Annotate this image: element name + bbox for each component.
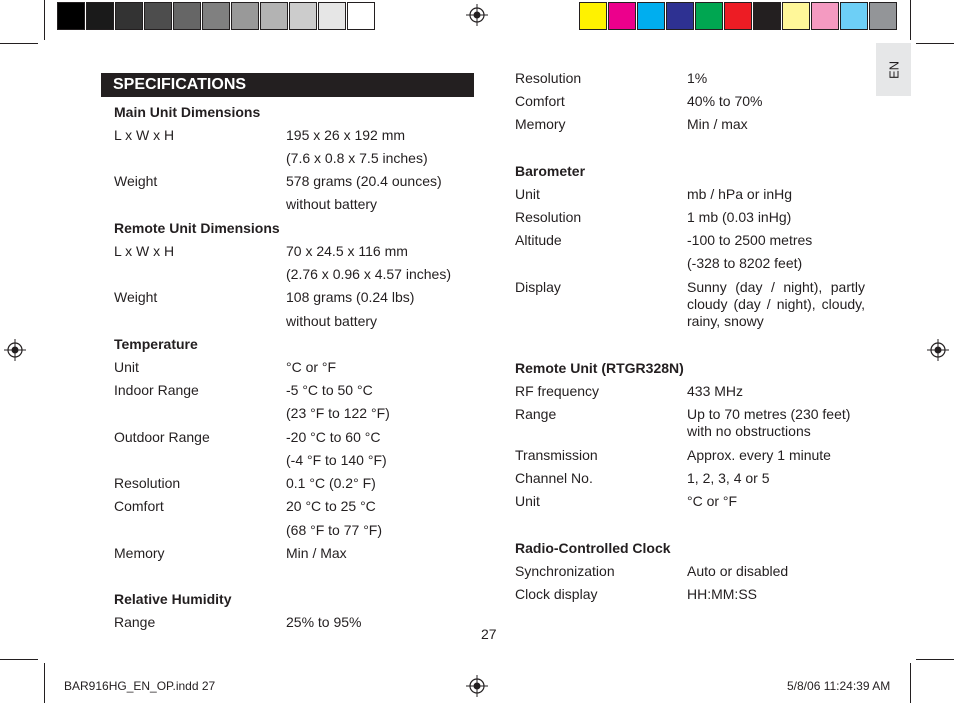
footer-filename: BAR916HG_EN_OP.indd 27 bbox=[64, 679, 216, 693]
spec-value: 108 grams (0.24 lbs) bbox=[286, 289, 415, 305]
spec-value: (7.6 x 0.8 x 7.5 inches) bbox=[286, 150, 428, 166]
gray-swatch bbox=[57, 2, 85, 30]
spec-label: L x W x H bbox=[114, 243, 175, 259]
spec-value: 20 °C to 25 °C bbox=[286, 498, 376, 514]
spec-label: Altitude bbox=[515, 232, 562, 248]
spec-value: -100 to 2500 metres bbox=[687, 232, 813, 248]
crop-mark bbox=[910, 663, 911, 703]
spec-value: (23 °F to 122 °F) bbox=[286, 405, 390, 421]
language-tab bbox=[876, 43, 911, 96]
spec-value: -20 °C to 60 °C bbox=[286, 429, 381, 445]
registration-mark-icon bbox=[466, 675, 488, 697]
spec-value: 70 x 24.5 x 116 mm bbox=[286, 243, 408, 259]
main-unit-title: Main Unit Dimensions bbox=[114, 104, 261, 120]
color-swatch bbox=[608, 2, 636, 30]
spec-value: Auto or disabled bbox=[687, 563, 789, 579]
barometer-title: Barometer bbox=[515, 163, 586, 179]
spec-value: 1, 2, 3, 4 or 5 bbox=[687, 470, 770, 486]
spec-label: Unit bbox=[515, 493, 540, 509]
spec-value: °C or °F bbox=[286, 359, 337, 375]
spec-value: Min / Max bbox=[286, 545, 347, 561]
spec-value: 0.1 °C (0.2° F) bbox=[286, 475, 376, 491]
registration-mark-icon bbox=[4, 339, 26, 361]
crop-mark bbox=[916, 659, 954, 660]
spec-value: without battery bbox=[286, 313, 378, 329]
spec-label: Transmission bbox=[515, 447, 598, 463]
gray-swatch bbox=[231, 2, 259, 30]
language-tab-label: EN bbox=[886, 60, 901, 79]
color-swatch bbox=[724, 2, 752, 30]
spec-value: Min / max bbox=[687, 116, 748, 132]
spec-value: (68 °F to 77 °F) bbox=[286, 522, 383, 538]
spec-label: Resolution bbox=[515, 209, 582, 225]
spec-value: 1% bbox=[687, 70, 708, 86]
spec-label: Weight bbox=[114, 289, 158, 305]
color-swatch bbox=[869, 2, 897, 30]
registration-mark-icon bbox=[466, 4, 488, 26]
spec-label: Comfort bbox=[114, 498, 164, 514]
spec-value: (2.76 x 0.96 x 4.57 inches) bbox=[286, 266, 451, 282]
section-heading: SPECIFICATIONS bbox=[101, 73, 474, 97]
spec-label: Indoor Range bbox=[114, 382, 199, 398]
crop-mark bbox=[44, 0, 45, 40]
spec-label: Range bbox=[114, 614, 156, 630]
spec-value: Sunny (day / night), partly cloudy (day / night), cloudy, rainy, snowy bbox=[687, 279, 865, 329]
spec-label: Channel No. bbox=[515, 470, 593, 486]
spec-label: Range bbox=[515, 406, 557, 422]
spec-label: Display bbox=[515, 279, 561, 295]
spec-value: 1 mb (0.03 inHg) bbox=[687, 209, 792, 225]
page-number: 27 bbox=[481, 626, 497, 642]
color-swatch bbox=[811, 2, 839, 30]
gray-swatch bbox=[86, 2, 114, 30]
color-swatch bbox=[579, 2, 607, 30]
gray-swatch bbox=[202, 2, 230, 30]
spec-value: Up to 70 metres (230 feet) with no obstructions bbox=[687, 406, 851, 439]
color-swatch bbox=[753, 2, 781, 30]
gray-swatch bbox=[318, 2, 346, 30]
spec-label: Synchronization bbox=[515, 563, 615, 579]
spec-value: 25% to 95% bbox=[286, 614, 362, 630]
relative-humidity-title: Relative Humidity bbox=[114, 591, 232, 607]
spec-label: Weight bbox=[114, 173, 158, 189]
radio-clock-title: Radio-Controlled Clock bbox=[515, 540, 671, 556]
spec-label: Comfort bbox=[515, 93, 565, 109]
spec-label: L x W x H bbox=[114, 127, 175, 143]
gray-swatch bbox=[289, 2, 317, 30]
spec-value: mb / hPa or inHg bbox=[687, 186, 793, 202]
gray-swatch bbox=[347, 2, 375, 30]
spec-value: 433 MHz bbox=[687, 383, 744, 399]
spec-label: Unit bbox=[114, 359, 139, 375]
color-swatch bbox=[666, 2, 694, 30]
spec-value: (-4 °F to 140 °F) bbox=[286, 452, 387, 468]
spec-value: °C or °F bbox=[687, 493, 738, 509]
crop-mark bbox=[0, 43, 38, 44]
gray-swatch bbox=[173, 2, 201, 30]
crop-mark bbox=[44, 663, 45, 703]
spec-label: Outdoor Range bbox=[114, 429, 210, 445]
gray-swatch bbox=[144, 2, 172, 30]
crop-mark bbox=[910, 0, 911, 40]
color-swatch bbox=[637, 2, 665, 30]
registration-mark-icon bbox=[927, 339, 949, 361]
remote-unit-dimensions-title: Remote Unit Dimensions bbox=[114, 220, 280, 236]
gray-swatch bbox=[115, 2, 143, 30]
spec-value: 195 x 26 x 192 mm bbox=[286, 127, 406, 143]
spec-value: 578 grams (20.4 ounces) bbox=[286, 173, 442, 189]
spec-value: (-328 to 8202 feet) bbox=[687, 255, 803, 271]
color-swatch bbox=[695, 2, 723, 30]
spec-label: Clock display bbox=[515, 586, 598, 602]
remote-unit-title: Remote Unit (RTGR328N) bbox=[515, 360, 684, 376]
spec-value: HH:MM:SS bbox=[687, 586, 757, 602]
crop-mark bbox=[916, 43, 954, 44]
spec-label: Resolution bbox=[515, 70, 582, 86]
spec-value: 40% to 70% bbox=[687, 93, 763, 109]
spec-label: Memory bbox=[114, 545, 165, 561]
spec-label: Memory bbox=[515, 116, 566, 132]
spec-label: Unit bbox=[515, 186, 540, 202]
gray-swatch bbox=[260, 2, 288, 30]
spec-value: -5 °C to 50 °C bbox=[286, 382, 373, 398]
spec-label: RF frequency bbox=[515, 383, 600, 399]
temperature-title: Temperature bbox=[114, 336, 198, 352]
spec-label: Resolution bbox=[114, 475, 181, 491]
spec-value: Approx. every 1 minute bbox=[687, 447, 831, 463]
spec-value: without battery bbox=[286, 196, 378, 212]
crop-mark bbox=[0, 659, 38, 660]
color-swatch bbox=[782, 2, 810, 30]
footer-timestamp: 5/8/06 11:24:39 AM bbox=[787, 679, 891, 693]
color-swatch bbox=[840, 2, 868, 30]
